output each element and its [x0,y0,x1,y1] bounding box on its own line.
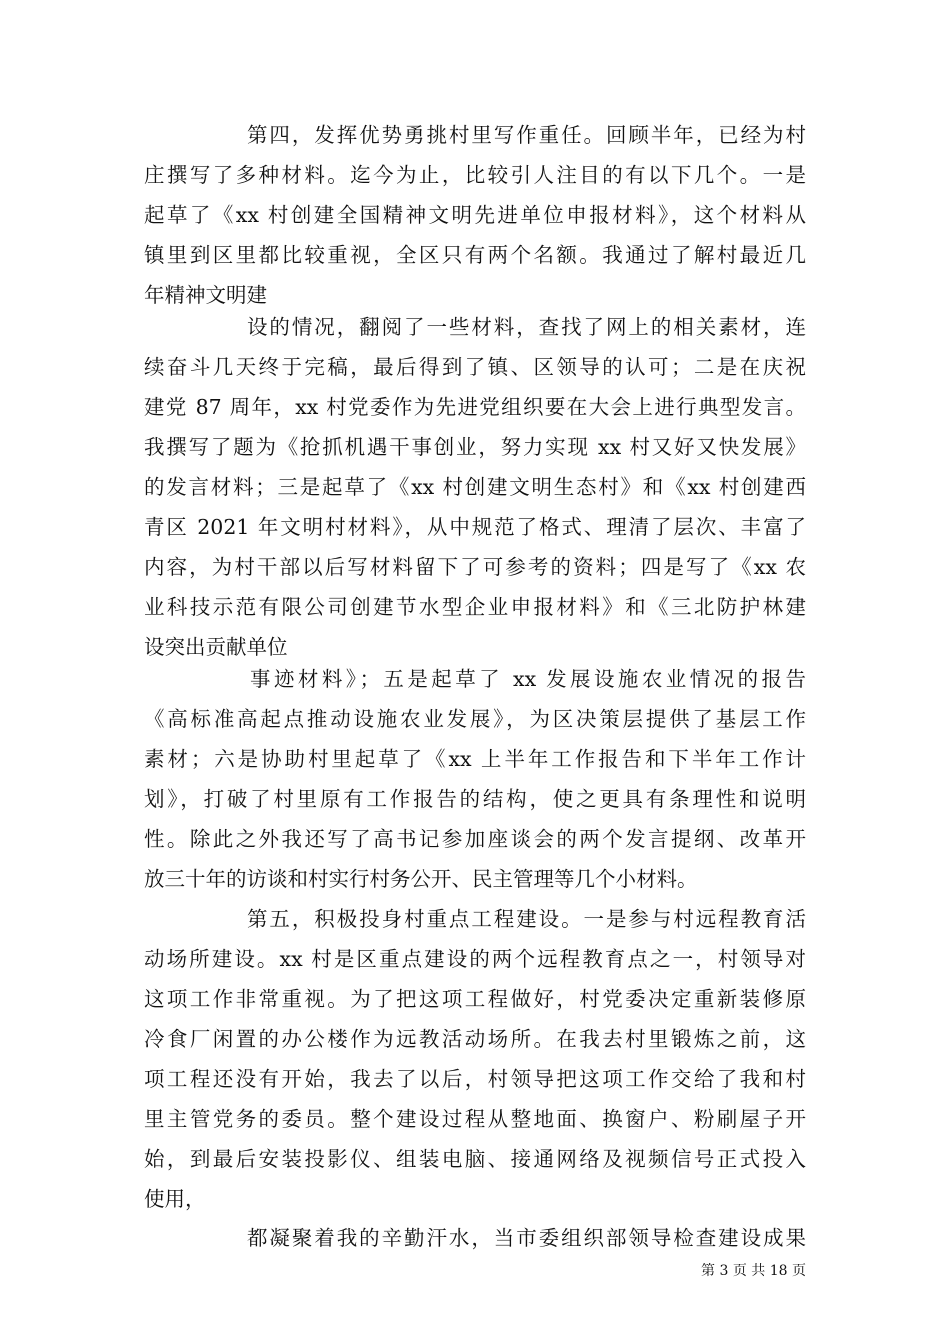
paragraph-line: 第五，积极投身村重点工程建设。一是参与村远程教育活 [247,907,806,931]
paragraph-line: 续奋斗几天终于完稿，最后得到了镇、区领导的认可；二是在庆祝 [144,355,806,379]
paragraph-line: 的发言材料；三是起草了《xx 村创建文明生态村》和《xx 村创建西 [144,475,806,499]
paragraph-line: 放三十年的访谈和村实行村务公开、民主管理等几个小材料。 [144,867,698,891]
paragraph-line: 都凝聚着我的辛勤汗水，当市委组织部领导检查建设成果 [247,1226,806,1250]
paragraph-line: 《高标准高起点推动设施农业发展》，为区决策层提供了基层工作 [144,707,806,731]
paragraph-line: 这项工作非常重视。为了把这项工程做好，村党委决定重新装修原 [144,987,806,1011]
paragraph-line: 我撰写了题为《抢抓机遇干事创业，努力实现 xx 村又好又快发展》 [144,435,806,459]
paragraph-line: 动场所建设。xx 村是区重点建设的两个远程教育点之一，村领导对 [144,947,806,971]
paragraph-line: 性。除此之外我还写了高书记参加座谈会的两个发言提纲、改革开 [144,827,806,851]
paragraph-line: 始，到最后安装投影仪、组装电脑、接通网络及视频信号正式投入 [144,1147,806,1171]
paragraph-line: 内容，为村干部以后写材料留下了可参考的资料；四是写了《xx 农 [144,555,806,579]
paragraph-line: 里主管党务的委员。整个建设过程从整地面、换窗户、粉刷屋子开 [144,1107,806,1131]
paragraph-line: 年精神文明建 [144,283,267,307]
paragraph-line: 冷食厂闲置的办公楼作为远教活动场所。在我去村里锻炼之前，这 [144,1027,806,1051]
paragraph-line: 事迹材料》；五是起草了 xx 发展设施农业情况的报告 [250,667,806,691]
page-number: 第 3 页 共 18 页 [701,1263,806,1279]
paragraph-line: 素材；六是协助村里起草了《xx 上半年工作报告和下半年工作计 [144,747,806,771]
paragraph-line: 第四，发挥优势勇挑村里写作重任。回顾半年，已经为村 [247,123,806,147]
paragraph-line: 建党 87 周年，xx 村党委作为先进党组织要在大会上进行典型发言。 [144,395,806,419]
paragraph-line: 业科技示范有限公司创建节水型企业申报材料》和《三北防护林建 [144,595,806,619]
paragraph-line: 设突出贡献单位 [144,635,288,659]
paragraph-line: 项工程还没有开始，我去了以后，村领导把这项工作交给了我和村 [144,1067,806,1091]
paragraph-line: 青区 2021 年文明村材料》，从中规范了格式、理清了层次、丰富了 [144,515,806,539]
paragraph-line: 使用， [144,1187,206,1211]
paragraph-line: 划》，打破了村里原有工作报告的结构，使之更具有条理性和说明 [144,787,806,811]
paragraph-line: 镇里到区里都比较重视，全区只有两个名额。我通过了解村最近几 [144,243,806,267]
paragraph-line: 庄撰写了多种材料。迄今为止，比较引人注目的有以下几个。一是 [144,163,806,187]
paragraph-line: 设的情况，翻阅了一些材料，查找了网上的相关素材，连 [247,315,806,339]
paragraph-line: 起草了《xx 村创建全国精神文明先进单位申报材料》，这个材料从 [144,203,806,227]
